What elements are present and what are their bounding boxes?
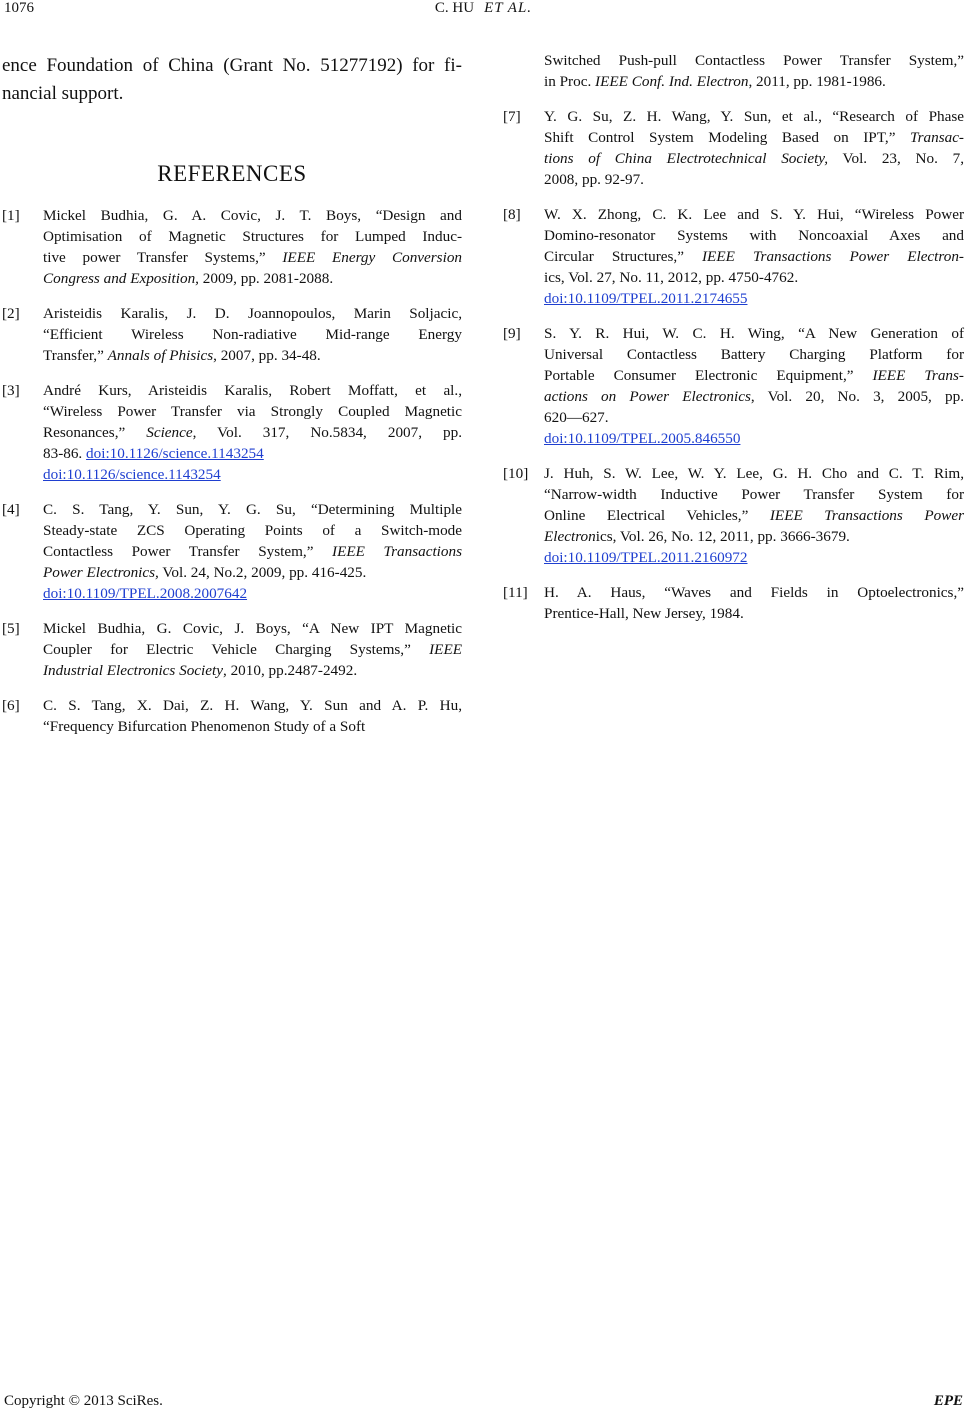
reference-text (43, 303, 462, 366)
reference-line: “Efficient Wireless Non-radiative Mid-range Energy (43, 326, 462, 343)
reference-line: Portable Consumer Electronic Equipment,” IEEE Trans- (544, 367, 964, 384)
reference-number: [3] (2, 382, 20, 399)
reference-item (503, 204, 964, 309)
reference-text (43, 695, 462, 737)
reference-line: “Wireless Power Transfer via Strongly Coupled Magnetic (43, 403, 462, 420)
reference-item (2, 205, 462, 289)
reference-text (544, 582, 964, 624)
reference-line: Steady-state ZCS Operating Points of a Switch-mode (43, 522, 462, 539)
reference-line: Aristeidis Karalis, J. D. Joannopoulos, Marin Soljacic, (43, 305, 462, 322)
reference-item (503, 106, 964, 190)
left-column (2, 52, 462, 751)
reference-line (43, 464, 462, 485)
reference-line: “Narrow-width Inductive Power Transfer System for (544, 486, 964, 503)
reference-line: ics, Vol. 27, No. 11, 2012, pp. 4750-4762. (544, 269, 799, 286)
reference-number: [11] (503, 584, 528, 601)
reference-line: 620—627. (544, 409, 609, 426)
reference-line: Mickel Budhia, G. A. Covic, J. T. Boys, “Design and (43, 207, 462, 224)
reference-line: Contactless Power Transfer System,” IEEE Transactions (43, 543, 462, 560)
reference-line: André Kurs, Aristeidis Karalis, Robert Moffatt, et al., (43, 382, 462, 399)
page-number: 1076 (4, 0, 34, 16)
reference-item (503, 463, 964, 568)
reference-item (2, 618, 462, 681)
reference-text (544, 106, 964, 190)
reference-line: 83-86. doi:10.1126/science.1143254 (43, 445, 264, 462)
reference-line: actions on Power Electronics, Vol. 20, No. 3, 2005, pp. (544, 388, 964, 405)
reference-line: C. S. Tang, Y. Sun, Y. G. Su, “Determining Multiple (43, 501, 462, 518)
reference-line: J. Huh, S. W. Lee, W. Y. Lee, G. H. Cho and C. T. Rim, (544, 465, 964, 482)
reference-list-left (2, 205, 462, 737)
reference-text (544, 323, 964, 449)
reference-text (544, 463, 964, 568)
reference-number: [10] (503, 465, 529, 482)
reference-line: H. A. Haus, “Waves and Fields in Optoelectronics,” (544, 584, 964, 601)
reference-item (503, 323, 964, 449)
reference-line: Electronics, Vol. 26, No. 12, 2011, pp. 3666-3679. (544, 528, 850, 545)
reference-line: S. Y. R. Hui, W. C. H. Wing, “A New Generation of (544, 325, 964, 342)
doi-link[interactable]: doi:10.1109/TPEL.2008.2007642 (43, 585, 248, 602)
running-head-authors: C. HU (434, 0, 475, 16)
reference-item (2, 695, 462, 737)
reference-line (544, 547, 964, 568)
doi-link[interactable]: doi:10.1109/TPEL.2005.846550 (544, 430, 741, 447)
reference-line: Universal Contactless Battery Charging Platform for (544, 346, 964, 363)
reference-line (43, 583, 462, 604)
reference-number: [9] (503, 325, 521, 342)
reference-number: [4] (2, 501, 20, 518)
reference-number: [5] (2, 620, 20, 637)
reference-line: tions of China Electrotechnical Society, Vol. 23, No. 7, (544, 150, 965, 167)
reference-line: 2008, pp. 92-97. (544, 171, 644, 188)
reference-number: [7] (503, 108, 521, 125)
reference-line: Power Electronics, Vol. 24, No.2, 2009, pp. 416-425. (43, 564, 367, 581)
right-column (503, 50, 964, 638)
reference-line: Prentice-Hall, New Jersey, 1984. (544, 605, 744, 622)
reference-line: Circular Structures,” IEEE Transactions Power Electron- (544, 248, 964, 265)
reference-line: Resonances,” Science, Vol. 317, No.5834, 2007, pp. (43, 424, 463, 441)
acknowledgement-line: ence Foundation of China (Grant No. 51277192) for fi- (2, 55, 462, 76)
reference-line: in Proc. IEEE Conf. Ind. Electron, 2011, pp. 1981-1986. (544, 73, 886, 90)
doi-link[interactable]: doi:10.1126/science.1143254 (43, 466, 221, 483)
reference-text (43, 499, 462, 604)
footer-copyright: Copyright © 2013 SciRes. (4, 1393, 163, 1409)
acknowledgement (2, 52, 462, 108)
reference-item (2, 303, 462, 366)
reference-line: W. X. Zhong, C. K. Lee and S. Y. Hui, “Wireless Power (544, 206, 964, 223)
running-head-etal: ET AL. (484, 0, 533, 16)
footer-journal: EPE (933, 1393, 963, 1409)
reference-line: Domino-resonator Systems with Noncoaxial Axes and (544, 227, 964, 244)
reference-line: Optimisation of Magnetic Structures for Lumped Induc- (43, 228, 462, 245)
reference-number: [1] (2, 207, 20, 224)
reference-line: Industrial Electronics Society, 2010, pp.2487-2492. (43, 662, 358, 679)
reference-number: [8] (503, 206, 521, 223)
doi-link[interactable]: doi:10.1126/science.1143254 (86, 445, 264, 462)
reference-line: Shift Control System Modeling Based on IPT,” Transac- (544, 129, 964, 146)
reference-6-continuation (503, 50, 964, 92)
reference-text (43, 618, 462, 681)
reference-number: [2] (2, 305, 20, 322)
doi-link[interactable]: doi:10.1109/TPEL.2011.2160972 (544, 549, 748, 566)
acknowledgement-line: nancial support. (2, 83, 124, 104)
reference-line: Mickel Budhia, G. Covic, J. Boys, “A New IPT Magnetic (43, 620, 462, 637)
reference-line: C. S. Tang, X. Dai, Z. H. Wang, Y. Sun and A. P. Hu, (43, 697, 462, 714)
reference-line: Switched Push-pull Contactless Power Transfer System,” (544, 52, 964, 69)
reference-line: tive power Transfer Systems,” IEEE Energy Conversion (43, 249, 463, 266)
reference-item (2, 499, 462, 604)
reference-text (43, 205, 462, 289)
reference-line: Y. G. Su, Z. H. Wang, Y. Sun, et al., “Research of Phase (544, 108, 964, 125)
running-head (0, 0, 967, 17)
reference-item (2, 380, 462, 485)
reference-text (544, 204, 964, 309)
reference-line: Transfer,” Annals of Phisics, 2007, pp. 34-48. (43, 347, 321, 364)
reference-line (544, 288, 964, 309)
reference-number: [6] (2, 697, 20, 714)
reference-item (503, 582, 964, 624)
reference-line: Congress and Exposition, 2009, pp. 2081-2088. (43, 270, 334, 287)
references-heading: REFERENCES (157, 161, 307, 186)
reference-list-right (503, 106, 964, 624)
reference-text (43, 380, 462, 485)
reference-line: “Frequency Bifurcation Phenomenon Study of a Soft (43, 718, 366, 735)
reference-line: Online Electrical Vehicles,” IEEE Transactions Power (544, 507, 964, 524)
doi-link[interactable]: doi:10.1109/TPEL.2011.2174655 (544, 290, 748, 307)
reference-line: Coupler for Electric Vehicle Charging Systems,” IEEE (43, 641, 462, 658)
reference-line (544, 428, 964, 449)
